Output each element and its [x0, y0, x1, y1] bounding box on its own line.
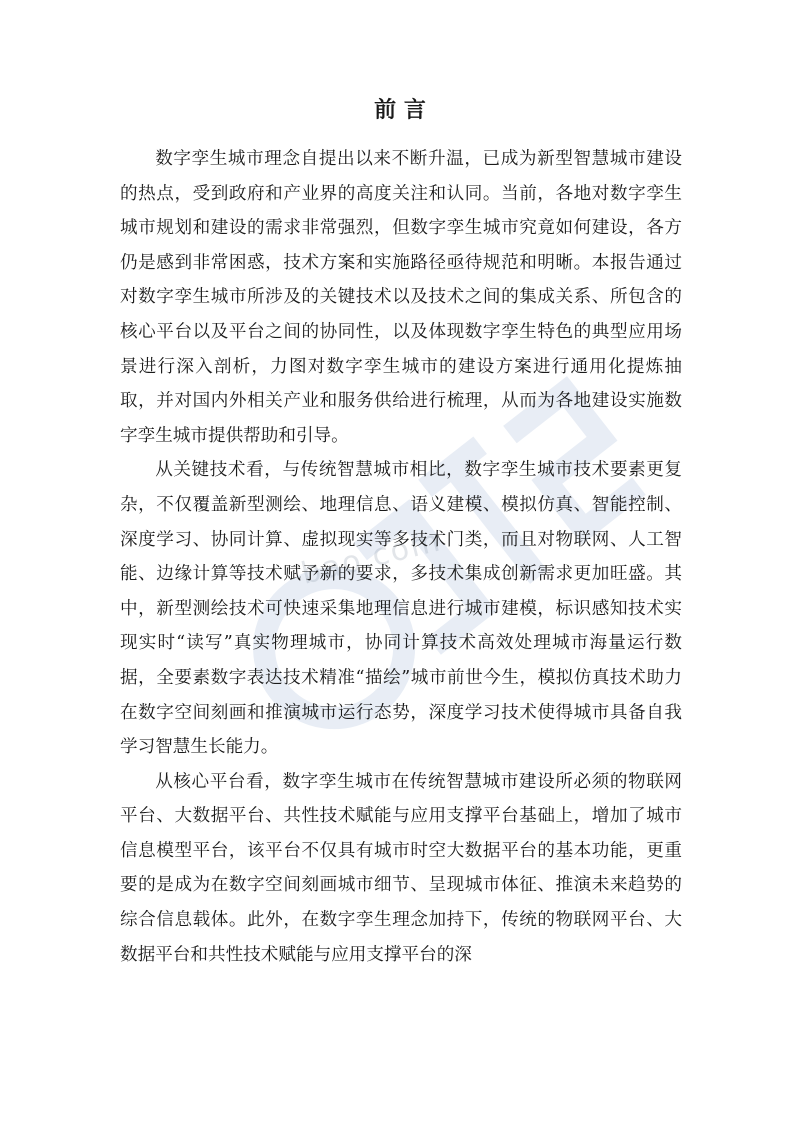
- paragraph-key-technology: 从关键技术看，与传统智慧城市相比，数字孪生城市技术要素更复杂，不仅覆盖新型测绘、地理信息、语义建模、模拟仿真、智能控制、深度学习、协同计算、虚拟现实等多技术门类，而且对物联网、人工智能、边缘计算等技术赋予新的要求，多技术集成创新需求更加旺盛。其中，新型测绘技术可快速采集地理信息进行城市建模，标识感知技术实现实时“读写”真实物理城市，协同计算技术高效处理城市海量运行数据，全要素数字表达技术精准“描绘”城市前世今生，模拟仿真技术助力在数字空间刻画和推演城市运行态势，深度学习技术使得城市具备自我学习智慧生长能力。: [120, 460, 682, 758]
- paragraph-intro: 数字孪生城市理念自提出以来不断升温，已成为新型智慧城市建设的热点，受到政府和产业界的高度关注和认同。当前，各地对数字孪生城市规划和建设的需求非常强烈，但数字孪生城市究竟如何建设，各方仍是感到非常困惑，技术方案和实施路径亟待规范和明晰。本报告通过对数字孪生城市所涉及的关键技术以及技术之间的集成关系、所包含的核心平台以及平台之间的协同性，以及体现数字孪生特色的典型应用场景进行深入剖析，力图对数字孪生城市的建设方案进行通用化提炼抽取，并对国内外相关产业和服务供给进行梳理，从而为各地建设实施数字孪生城市提供帮助和引导。: [120, 149, 682, 446]
- paragraph-core-platform: 从核心平台看，数字孪生城市在传统智慧城市建设所必须的物联网平台、大数据平台、共性技术赋能与应用支撑平台基础上，增加了城市信息模型平台，该平台不仅具有城市时空大数据平台的基本功能，更重要的是成为在数字空间刻画城市细节、呈现城市体征、推演未来趋势的综合信息载体。此外，在数字孪生理念加持下，传统的物联网平台、大数据平台和共性技术赋能与应用支撑平台的深: [120, 771, 682, 965]
- body-text: [120, 142, 682, 972]
- page-title: 前 言: [374, 98, 426, 123]
- watermark-url: bao.com: [297, 523, 445, 592]
